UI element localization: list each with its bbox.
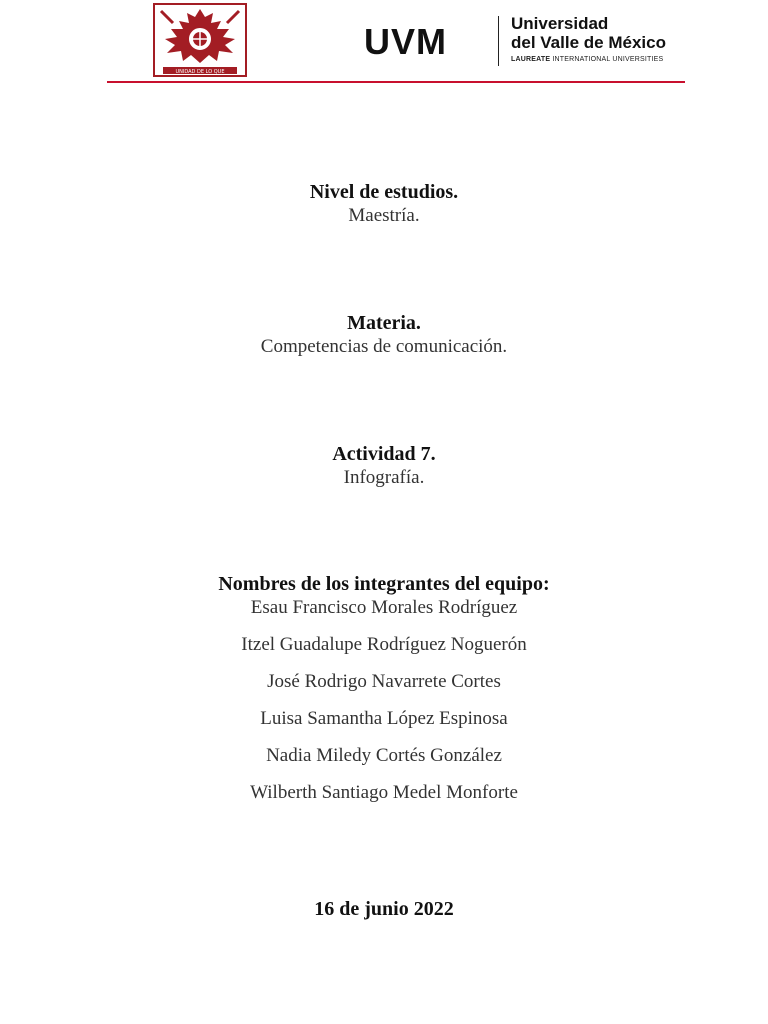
team-label: Nombres de los integrantes del equipo: (218, 573, 550, 595)
team-member: Luisa Samantha López Espinosa (260, 708, 508, 729)
document-date: 16 de junio 2022 (314, 898, 454, 920)
team-member: Nadia Miledy Cortés González (266, 745, 502, 766)
activity-value: Infografía. (343, 467, 425, 488)
subject-label: Materia. (347, 312, 421, 334)
team-member: Esau Francisco Morales Rodríguez (250, 597, 518, 618)
study-level-value: Maestría. (348, 205, 420, 226)
university-name-line1: Universidad (511, 14, 609, 33)
university-seal-logo (153, 3, 247, 77)
subject-value: Competencias de comunicación. (260, 336, 508, 357)
team-member: Itzel Guadalupe Rodríguez Noguerón (241, 634, 527, 655)
header-divider-line (107, 81, 685, 83)
university-name-logo (511, 14, 666, 52)
uvm-wordmark-logo: UVM (364, 21, 447, 62)
subject-section (0, 311, 768, 359)
team-section (0, 572, 768, 805)
activity-label: Actividad 7. (332, 443, 436, 465)
team-member: José Rodrigo Navarrete Cortes (267, 671, 501, 692)
date-section (0, 897, 768, 921)
laureate-network-text (511, 56, 663, 63)
logo-divider (498, 16, 499, 66)
laureate-bold: LAUREATE (511, 56, 551, 63)
university-name-line2: del Valle de México (511, 33, 666, 52)
study-level-section (0, 180, 768, 228)
laureate-rest: INTERNATIONAL UNIVERSITIES (550, 56, 664, 63)
study-level-label: Nivel de estudios. (309, 181, 459, 203)
document-header (0, 0, 768, 84)
team-member: Wilberth Santiago Medel Monforte (250, 782, 518, 803)
seal-motto: UNIDAD DE LO QUE (175, 69, 225, 75)
activity-section (0, 442, 768, 490)
team-members-list (0, 596, 768, 805)
